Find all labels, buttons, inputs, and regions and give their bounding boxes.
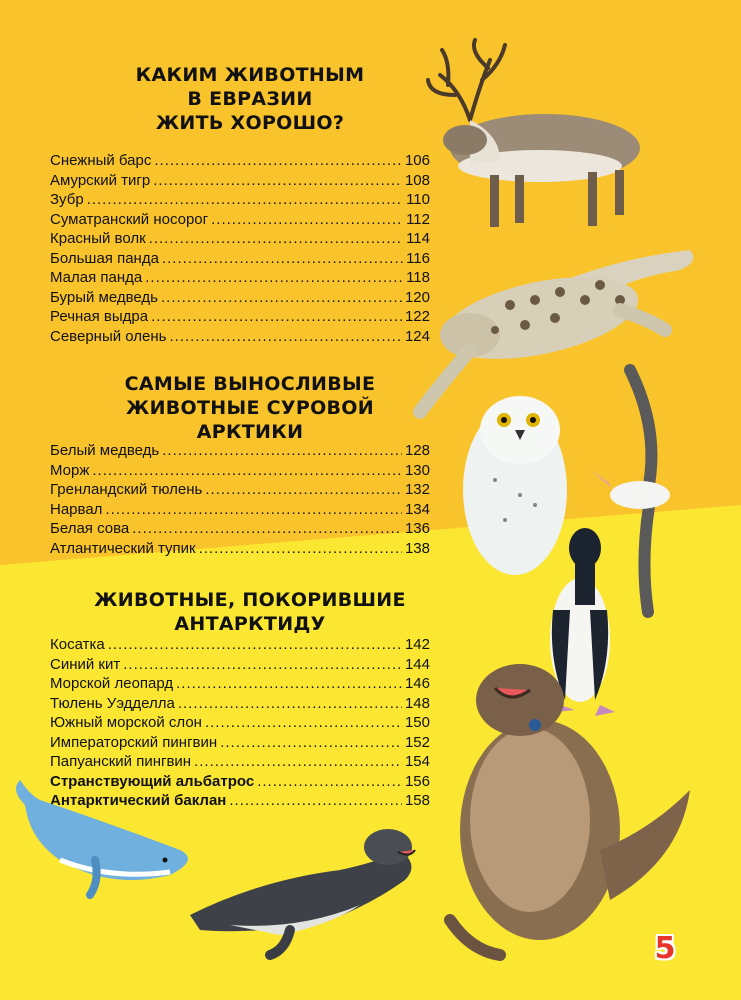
toc-entry-label: Зубр	[50, 191, 84, 208]
blue-whale-illustration	[16, 780, 188, 895]
toc-entry-page: 110	[406, 191, 430, 208]
title-line: КАКИМ ЖИВОТНЫМ	[135, 64, 365, 86]
toc-entry-page: 134	[404, 500, 430, 518]
toc-entry-label: Императорский пингвин	[50, 733, 218, 751]
toc-entry-label: Белая сова	[50, 520, 130, 537]
snow-leopard-illustration	[420, 250, 693, 412]
toc-entry-page: 136	[404, 520, 430, 537]
title-line: ЖИВОТНЫЕ СУРОВОЙ	[126, 397, 374, 419]
toc-entry-label: Белый медведь	[50, 442, 160, 459]
leopard-seal-illustration	[190, 829, 415, 955]
title-line: ЖИТЬ ХОРОШО?	[155, 112, 345, 134]
toc-entry-label: Синий кит	[50, 655, 121, 673]
title-line: АНТАРКТИДУ	[174, 613, 326, 635]
toc-entry-page: 150	[404, 714, 430, 731]
toc-entry-page: 124	[404, 327, 430, 345]
elephant-seal-illustration	[450, 664, 690, 955]
toc-entry-page: 158	[404, 792, 430, 809]
toc-entry-label: Папуанский пингвин	[50, 753, 192, 770]
toc-entry-label: Суматранский носорог	[50, 210, 209, 228]
toc-entry-page: 156	[404, 772, 430, 790]
toc-entry-label: Малая панда	[50, 269, 143, 286]
toc-entry-label: Атлантический тупик	[50, 539, 196, 557]
toc-entry-page: 128	[404, 442, 430, 459]
title-line: В ЕВРАЗИИ	[187, 88, 313, 110]
snowy-owl-illustration	[463, 396, 567, 575]
toc-entry-page: 108	[404, 171, 430, 189]
toc-entry-page: 114	[406, 230, 430, 247]
toc-entry-label: Тюлень Уэдделла	[50, 694, 175, 712]
toc-entry-label: Снежный барс	[50, 152, 152, 169]
toc-entry-label: Морской леопард	[50, 675, 174, 692]
toc-entry-label: Красный волк	[50, 230, 146, 247]
toc-entry-label: Северный олень	[50, 327, 167, 345]
toc-entry-label: Нарвал	[50, 500, 103, 518]
toc-entry-label: Речная выдра	[50, 308, 149, 325]
toc-entry-page: 146	[404, 675, 430, 692]
toc-entry-label: Амурский тигр	[50, 171, 151, 189]
title-line: АРКТИКИ	[196, 421, 304, 443]
albatross-illustration	[590, 370, 670, 612]
toc-entry-page: 144	[404, 655, 430, 673]
toc-entry-label: Морж	[50, 461, 90, 479]
toc-entry-page: 112	[406, 210, 430, 228]
reindeer-illustration	[428, 40, 640, 227]
title-line: САМЫЕ ВЫНОСЛИВЫЕ	[124, 373, 376, 395]
toc-entry-label: Странствующий альбатрос	[50, 772, 255, 790]
toc-entry-page: 152	[404, 733, 430, 751]
toc-entry-page: 106	[404, 152, 430, 169]
toc-entry-label: Бурый медведь	[50, 288, 158, 306]
toc-entry-page: 132	[404, 481, 430, 498]
title-line: ЖИВОТНЫЕ, ПОКОРИВШИЕ	[94, 589, 406, 611]
toc-entry-label: Южный морской слон	[50, 714, 202, 731]
toc-entry-label: Антарктический баклан	[50, 792, 227, 809]
toc-entry-page: 142	[404, 636, 430, 653]
toc-entry-page: 138	[404, 539, 430, 557]
toc-entry-page: 148	[404, 694, 430, 712]
toc-entry-label: Большая панда	[50, 249, 159, 267]
toc-entry-page: 122	[404, 308, 430, 325]
toc-entry-page: 118	[406, 269, 430, 286]
page-number: 5	[654, 931, 676, 966]
toc-entry-page: 116	[406, 249, 430, 267]
toc-entry-page: 154	[404, 753, 430, 770]
toc-entry-page: 130	[404, 461, 430, 479]
toc-entry-page: 120	[404, 288, 430, 306]
toc-entry-label: Косатка	[50, 636, 105, 653]
toc-entry-label: Гренландский тюлень	[50, 481, 203, 498]
